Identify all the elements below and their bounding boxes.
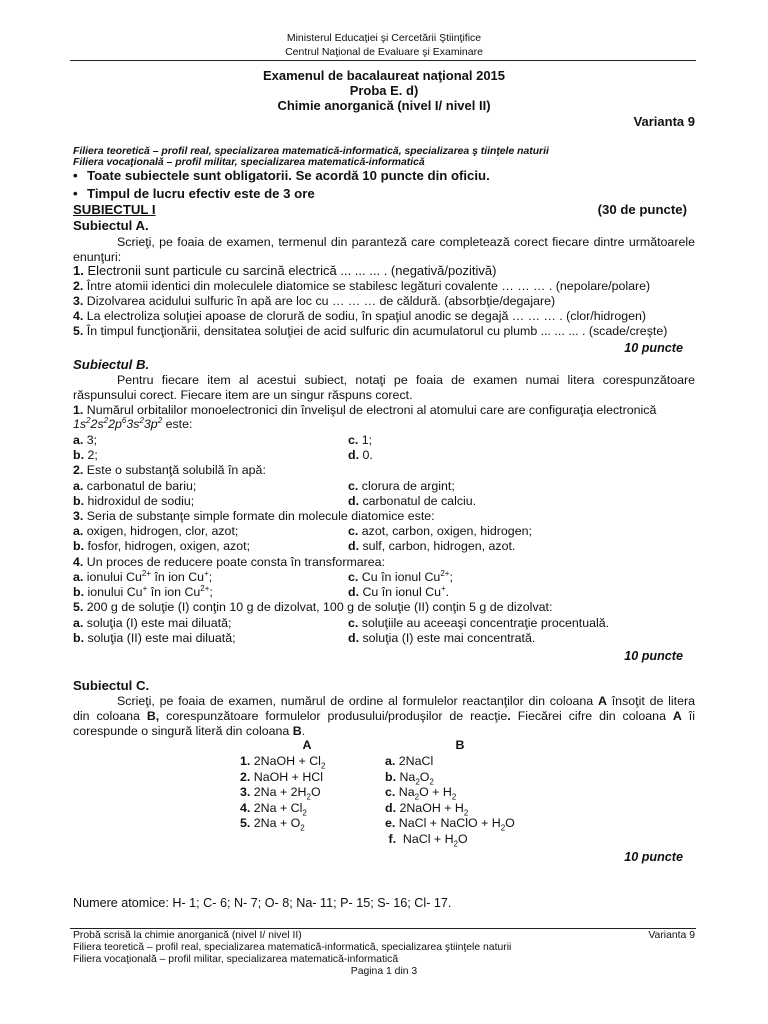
footer-divider xyxy=(70,928,696,929)
subC-title: Subiectul C. xyxy=(73,678,150,693)
subA-item-4: 4. La electroliza soluţiei apoase de clorură de sodiu, în spaţiul anodic se degajă … … … . (clor/hidrogen) xyxy=(73,309,647,323)
subA-item-1: 1. Electronii sunt particule cu sarcină electrică ... ... ... . (negativă/pozitivă) xyxy=(73,263,497,278)
subject-1-heading: SUBIECTUL I (30 de puncte) xyxy=(73,202,687,217)
q1-options-bd: b. 2; d. 0. xyxy=(73,448,373,462)
filiera-vocationala: Filiera vocaţională – profil militar, specializarea matematică-informatică xyxy=(73,157,425,168)
subC-intro-3: corespunde o singură literă din coloana B. xyxy=(73,724,306,738)
column-a xyxy=(240,754,325,832)
column-b-header: B xyxy=(455,738,465,752)
subC-intro-1: Scrieţi, pe foaia de examen, numărul de ordine al formulelor reactanţilor din coloana A însoţit de litera xyxy=(117,694,696,708)
q5-options-ac: a. soluţia (I) este mai diluată; c. soluţiile au aceeaşi concentraţie procentuală. xyxy=(73,616,610,630)
q2-options-bd: b. hidroxidul de sodiu; d. carbonatul de calciu. xyxy=(73,494,477,508)
product-b: b. $Na_2O_2$ xyxy=(385,769,434,786)
subA-intro-2: enunţuri: xyxy=(73,250,122,264)
subB-intro-2: răspunsului corect. Fiecare item are un singur răspuns corect. xyxy=(73,388,413,402)
subB-title: Subiectul B. xyxy=(73,357,150,372)
q3-options-ac: a. oxigen, hidrogen, clor, azot; c. azot, carbon, oxigen, hidrogen; xyxy=(73,524,532,538)
q3-options-bd: b. fosfor, hidrogen, oxigen, azot; d. sulf, carbon, hidrogen, azot. xyxy=(73,539,516,553)
footer-variant: Varianta 9 xyxy=(648,930,695,941)
product-d: d. 2NaOH + $H_2$ xyxy=(385,800,469,817)
q4-stem: 4. Un proces de reducere poate consta în transformarea: xyxy=(73,555,386,569)
center-name: Centrul Naţional de Evaluare şi Examinare xyxy=(285,46,483,58)
reactant-4: 4. $2Na + Cl_2$ xyxy=(240,800,307,817)
q4-options-bd: b. ionului Cu+ în ion $Cu^{2+}$; d. Cu în ionul Cu+. xyxy=(73,583,450,599)
instruction-2: • Timpul de lucru efectiv este de 3 ore xyxy=(73,186,315,201)
q1-config: $1s^22s^22p^63s^23p^2$ este: xyxy=(73,415,193,431)
atomic-numbers: Numere atomice: H- 1; C- 6; N- 7; O- 8; Na- 11; P- 15; S- 16; Cl- 17. xyxy=(73,896,452,910)
subC-intro-2: din coloana B, corespunzătoare formulelor produsului/produşilor de reacţie. Fiecărei cifre din coloana A îi xyxy=(73,709,695,723)
product-f: f. NaCl + $H_2O$ xyxy=(388,831,468,848)
product-c: c. $Na_2O + H_2$ xyxy=(385,785,457,802)
q1-options-ac: a. 3; c. 1; xyxy=(73,433,373,447)
reactant-5: 5. $2Na + O_2$ xyxy=(240,816,305,833)
subA-item-5: 5. În timpul funcţionării, densitatea soluţiei de acid sulfuric din acumulatorul cu plumb ... ... ... . (scade/creşte) xyxy=(73,324,668,338)
variant-label: Varianta 9 xyxy=(633,114,695,129)
footer-line-2: Filiera teoretică – profil real, specializarea matematică-informatică, specializarea ştiinţele naturii xyxy=(73,942,512,953)
product-e: e. NaCl + NaClO + $H_2O$ xyxy=(385,816,515,833)
subject-1-points: (30 de puncte) xyxy=(597,202,687,217)
subB-points: 10 puncte xyxy=(624,649,683,663)
exam-title: Examenul de bacalaureat naţional 2015 xyxy=(262,68,506,83)
subA-item-3: 3. Dizolvarea acidului sulfuric în apă are loc cu … … … de căldură. (absorbţie/degajare) xyxy=(73,294,556,308)
footer-line-1: Probă scrisă la chimie anorganică (nivel I/ nivel II) Varianta 9 xyxy=(73,930,695,941)
q2-options-ac: a. carbonatul de bariu; c. clorura de argint; xyxy=(73,479,455,493)
footer-line-3: Filiera vocaţională – profil militar, specializarea matematică-informatică xyxy=(73,954,399,965)
subB-intro: Pentru fiecare item al acestui subiect, notaţi pe foaia de examen numai litera corespunzătoare xyxy=(117,373,695,387)
subA-title: Subiectul A. xyxy=(73,218,149,233)
subA-points: 10 puncte xyxy=(624,341,683,355)
q5-options-bd: b. soluţia (II) este mai diluată; d. soluţia (I) este mai concentrată. xyxy=(73,631,536,645)
subA-item-2: 2. Între atomii identici din moleculele diatomice se stabilesc legături covalente … … … . (nepolare/polare) xyxy=(73,279,651,293)
q3-stem: 3. Seria de substanţe simple formate din molecule diatomice este: xyxy=(73,509,435,523)
reactant-1: 1. 2NaOH + $Cl_2$ xyxy=(240,754,326,771)
reactant-3: 3. $2Na + 2H_2O$ xyxy=(240,785,321,802)
exam-proba: Proba E. d) xyxy=(349,83,419,98)
q1-stem: 1. Numărul orbitalilor monoelectronici din învelişul de electroni al atomului care are configuraţia electronică xyxy=(73,403,657,417)
q5-stem: 5. 200 g de soluţie (I) conţin 10 g de dizolvat, 100 g de soluţie (II) conţin 5 g de dizolvat: xyxy=(73,600,553,614)
q4-options-ac: a. ionului $Cu^{2+}$ în ion Cu+; c. Cu în ionul $Cu^{2+}$; xyxy=(73,568,453,584)
q2-stem: 2. Este o substanţă solubilă în apă: xyxy=(73,463,266,477)
header-divider xyxy=(70,60,696,61)
instruction-1: • Toate subiectele sunt obligatorii. Se acordă 10 puncte din oficiu. xyxy=(73,168,490,183)
page-number: Pagina 1 din 3 xyxy=(350,966,418,977)
product-a: a. 2NaCl xyxy=(385,754,434,768)
ministry-name: Ministerul Educaţiei şi Cercetării Ştiinţifice xyxy=(286,32,482,44)
filiera-teoretica: Filiera teoretică – profil real, specializarea matematică-informatică, specializarea ş tiinţele naturii xyxy=(73,146,549,157)
exam-subject: Chimie anorganică (nivel I/ nivel II) xyxy=(277,98,491,113)
subC-points: 10 puncte xyxy=(624,850,683,864)
column-a-header: A xyxy=(302,738,312,752)
reactant-2: 2. NaOH + HCl xyxy=(240,769,323,784)
subA-intro: Scrieţi, pe foaia de examen, termenul din paranteză care completează corect fiecare dintre următoarele xyxy=(117,235,695,249)
column-b xyxy=(385,754,515,847)
